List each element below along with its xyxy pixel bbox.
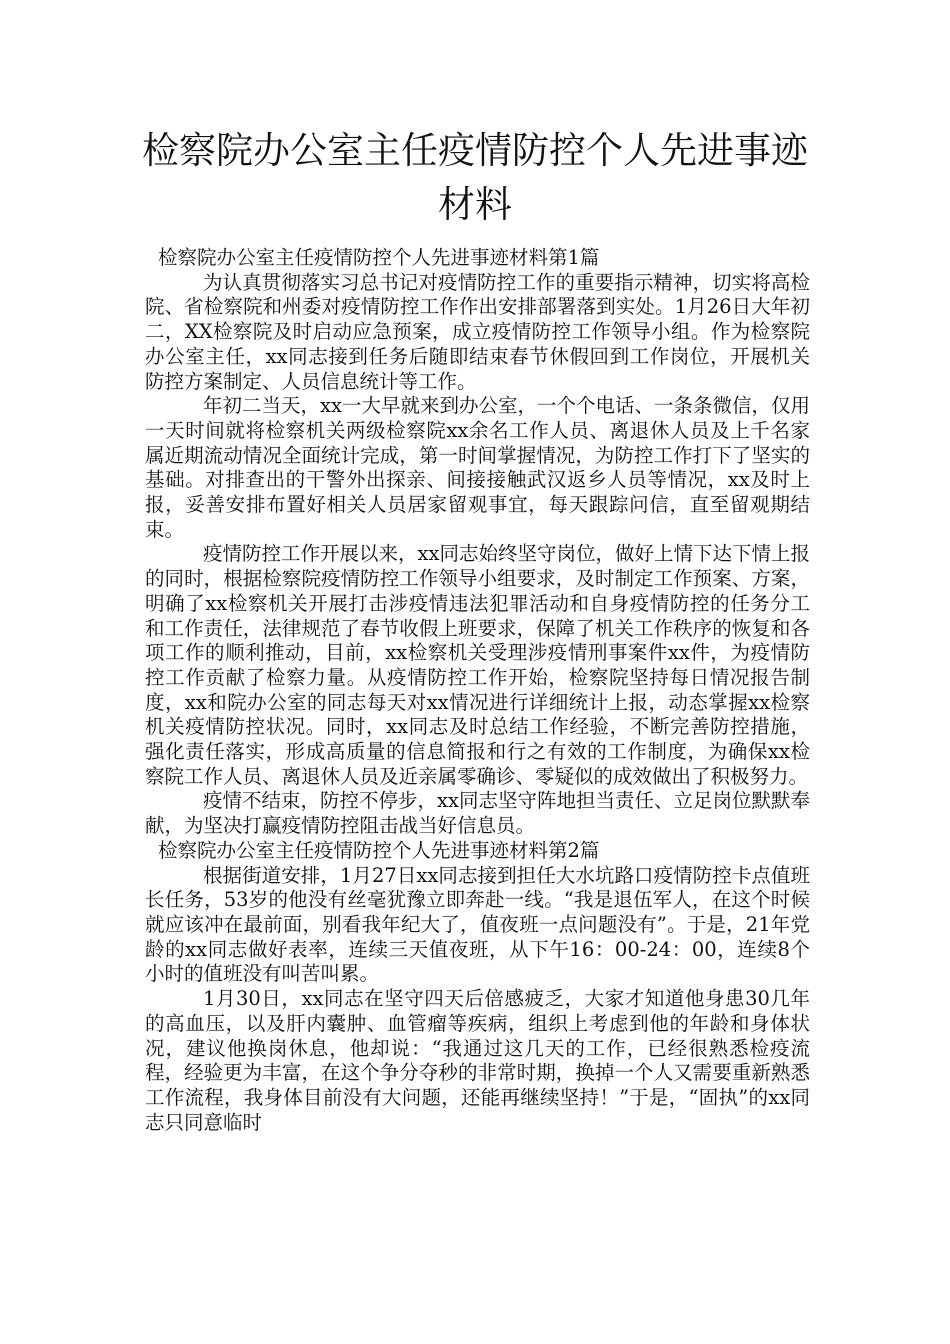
section-2-paragraph-2: 1月30日，xx同志在坚守四天后倍感疲乏，大家才知道他身患30几年的高血压，以及肝内囊肿、血管瘤等疾病，组织上考虑到他的年龄和身体状况，建议他换岗休息，他却说：“我通过这几天的工作，已经很熟悉检疫流程，经验更为丰富，在这个争分夺秒的非常时期，换掉一个人又需要重新熟悉工作流程，我身体目前没有大问题，还能再继续坚持！”于是，“固执”的xx同志只同意临时 (145, 987, 810, 1134)
section-1-paragraph-4: 疫情不结束，防控不停步，xx同志坚守阵地担当责任、立足岗位默默奉献，为坚决打赢疫情防控阻击战当好信息员。 (145, 789, 810, 838)
document-title (120, 124, 830, 232)
title-line-1: 检察院办公室主任疫情防控个人先进事迹 (142, 129, 808, 172)
section-1-paragraph-2: 年初二当天，xx一大早就来到办公室，一个个电话、一条条微信，仅用一天时间就将检察机关两级检察院xx余名工作人员、离退休人员及上千名家属近期流动情况全面统计完成，第一时间掌握情况，为防控工作打下了坚实的基础。对排查出的干警外出探亲、间接接触武汉返乡人员等情况，xx及时上报，妥善安排布置好相关人员居家留观事宜，每天跟踪问信，直至留观期结束。 (145, 394, 810, 541)
section-1-paragraph-1: 为认真贯彻落实习总书记对疫情防控工作的重要指示精神，切实将高检院、省检察院和州委对疫情防控工作作出安排部署落到实处。1月26日大年初二，XX检察院及时启动应急预案，成立疫情防控工作领导小组。作为检察院办公室主任，xx同志接到任务后随即结束春节休假回到工作岗位，开展机关防控方案制定、人员信息统计等工作。 (145, 270, 810, 393)
section-1-heading: 检察院办公室主任疫情防控个人先进事迹材料第1篇 (158, 246, 600, 269)
title-line-2: 材料 (438, 183, 512, 226)
section-2-heading: 检察院办公室主任疫情防控个人先进事迹材料第2篇 (158, 838, 600, 862)
section-2-paragraph-1: 根据街道安排，1月27日xx同志接到担任大水坑路口疫情防控卡点值班长任务，53岁的他没有丝毫犹豫立即奔赴一线。“我是退伍军人，在这个时候就应该冲在最前面，别看我年纪大了，值夜班一点问题没有”。于是，21年党龄的xx同志做好表率，连续三天值夜班，从下午16：00-24：00，连续8个小时的值班没有叫苦叫累。 (145, 863, 810, 986)
document-body (145, 246, 810, 1135)
section-1-paragraph-3: 疫情防控工作开展以来，xx同志始终坚守岗位，做好上情下达下情上报的同时，根据检察院疫情防控工作领导小组要求，及时制定工作预案、方案，明确了xx检察机关开展打击涉疫情违法犯罪活动和自身疫情防控的任务分工和工作责任，法律规范了春节收假上班要求，保障了机关工作秩序的恢复和各项工作的顺利推动，目前，xx检察机关受理涉疫情刑事案件xx件，为疫情防控工作贡献了检察力量。从疫情防控工作开始，检察院坚持每日情况报告制度，xx和院办公室的同志每天对xx情况进行详细统计上报，动态掌握xx检察机关疫情防控状况。同时，xx同志及时总结工作经验，不断完善防控措施，强化责任落实，形成高质量的信息简报和行之有效的工作制度，为确保xx检察院工作人员、离退休人员及近亲属零确诊、零疑似的成效做出了积极努力。 (145, 542, 810, 788)
